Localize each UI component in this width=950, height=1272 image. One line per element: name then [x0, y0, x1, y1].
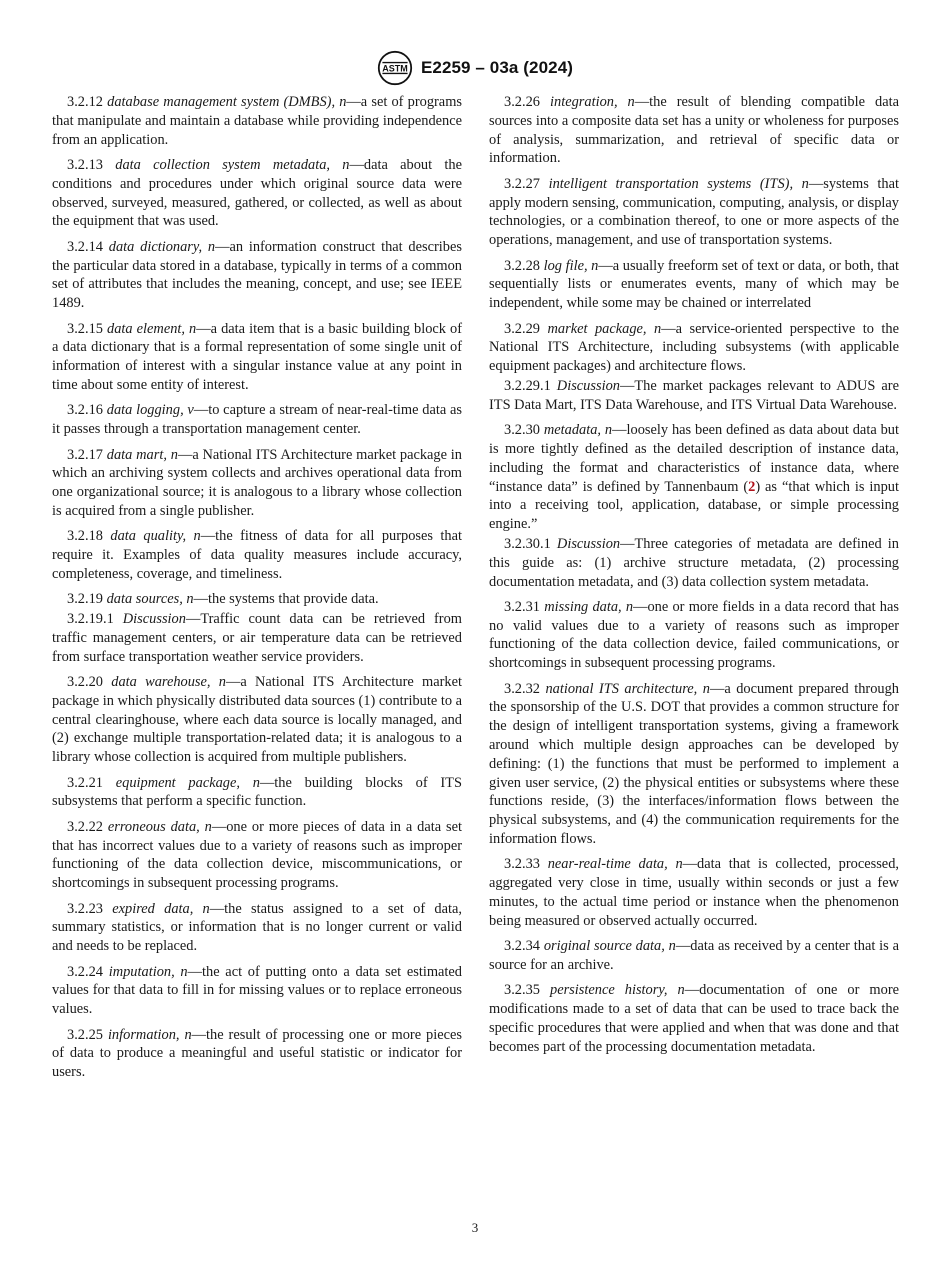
- definition-3-2-28: 3.2.28 log file, n—a usually freeform set of text or data, or both, that sequentially lists or enumerates events, many of which may be independent, while some may be chained or interrelated: [489, 257, 899, 312]
- definition-3-2-17: 3.2.17 data mart, n—a National ITS Architecture market package in which an archiving system collects and archives operational data from one organizational source; it is analogous to a library whose collection is acquired from a single publisher.: [52, 446, 462, 519]
- definition-3-2-23: 3.2.23 expired data, n—the status assigned to a set of data, summary statistics, or information that is no longer current or valid and needs to be replaced.: [52, 900, 462, 955]
- definition-3-2-13: 3.2.13 data collection system metadata, n—data about the conditions and procedures under which original source data were observed, surveyed, measured, gathered, or collected, as well as about the equipment that was used.: [52, 156, 462, 230]
- definition-3-2-29: 3.2.29 market package, n—a service-oriented perspective to the National ITS Architecture, including subsystems (with applicable equipment packages) and architecture flows.: [489, 320, 899, 375]
- definition-3-2-16: 3.2.16 data logging, v—to capture a stream of near-real-time data as it passes through a transportation management center.: [52, 402, 462, 438]
- discussion-3-2-30-1: 3.2.30.1 Discussion—Three categories of metadata are defined in this guide as: (1) archive structure metadata, (2) processing documentation metadata, and (3) data collection system metadata.: [489, 535, 899, 590]
- definition-3-2-18: 3.2.18 data quality, n—the fitness of data for all purposes that require it. Examples of data quality measures include accuracy, completeness, coverage, and timeliness.: [52, 528, 462, 582]
- discussion-3-2-29-1: 3.2.29.1 Discussion—The market packages relevant to ADUS are ITS Data Mart, ITS Data Warehouse, and ITS Virtual Data Warehouse.: [489, 377, 899, 413]
- definition-3-2-21: 3.2.21 equipment package, n—the building blocks of ITS subsystems that perform a specific function.: [52, 774, 462, 810]
- definition-3-2-19: 3.2.19 data sources, n—the systems that provide data.: [67, 591, 379, 608]
- definition-3-2-27: 3.2.27 intelligent transportation systems (ITS), n—systems that apply modern sensing, communication, computing, analysis, or display technologies, or a combination thereof, to one or more aspects of the operations, management, and use of transportation systems.: [489, 175, 899, 249]
- definition-3-2-20: 3.2.20 data warehouse, n—a National ITS Architecture market package in which physically distributed data sources (1) contribute to a central clearinghouse, where each data source is locally managed, and (2) exchange multiple transportation-related data; it is analogous to a library whose collection is acquired from multiple publishers.: [52, 674, 463, 766]
- definition-3-2-34: 3.2.34 original source data, n—data as received by a center that is a source for an archive.: [489, 938, 899, 974]
- reference-link[interactable]: 2: [748, 478, 756, 495]
- standard-designation: E2259 – 03a (2024): [420, 58, 574, 77]
- definition-3-2-35: 3.2.35 persistence history, n—documentation of one or more modifications made to a set of data that can be used to trace back the specific procedures that were applied and when that was done and that becomes part of the processing documentation metadata.: [489, 982, 900, 1055]
- definition-3-2-24: 3.2.24 imputation, n—the act of putting onto a data set estimated values for that data to fill in for missing values or to replace erroneous values.: [52, 963, 462, 1018]
- definition-3-2-31: 3.2.31 missing data, n—one or more fields in a data record that has no valid values due to a variety of reasons such as improper functioning of the data collection device, failed communications, or shortcomings in subsequent processing programs.: [489, 598, 899, 672]
- definition-3-2-15: 3.2.15 data element, n—a data item that is a basic building block of a data dictionary that is a formal representation of some single unit of information of interest with a singular instance value at any point in time about some entity of interest.: [52, 320, 462, 393]
- definition-3-2-30: 3.2.30 metadata, n—loosely has been defined as data about data but is more tightly defined as the detailed description of instance data, including the format and characteristics of instance data, where “instance data” is defined by Tannenbaum (2) as “that which is input into a receiving tool, application, database, or simple processing engine.”: [489, 422, 899, 533]
- definition-3-2-32: 3.2.32 national ITS architecture, n—a document prepared through the sponsorship of the U.S. DOT that provides a common structure for the design of intelligent transportation systems, giving a framework around which multiple design approaches can be developed by defining: (1) the functions that must be performed to implement a given user service, (2) the physical entities or subsystems where these functions reside, (3) the interfaces/information flows between the physical subsystems, and (4) the communication requirements for the information flows.: [489, 680, 899, 848]
- left-column: [52, 93, 462, 1089]
- definition-3-2-26: 3.2.26 integration, n—the result of blending compatible data sources into a composite data set has a unity or wholeness for purposes of analysis, summarization, and retrieval of specific data or information.: [489, 94, 899, 167]
- definition-3-2-22: 3.2.22 erroneous data, n—one or more pieces of data in a data set that has incorrect values due to a variety of reasons such as improper functioning of the data collection device, miscommunications, or shortcomings in subsequent processing programs.: [52, 818, 462, 892]
- page-header: [0, 50, 950, 86]
- definition-3-2-33: 3.2.33 near-real-time data, n—data that is collected, processed, aggregated very close in time, usually within seconds or just a few minutes, to the actual time period or instance when the phenomenon being measured or observed actually occurred.: [489, 856, 899, 929]
- astm-logo-icon: [377, 50, 413, 86]
- page-number: 3: [471, 1220, 479, 1235]
- definition-3-2-12: 3.2.12 database management system (DMBS), n—a set of programs that manipulate and maintain a database while providing independence from an application.: [52, 94, 462, 148]
- right-column: [489, 93, 899, 1063]
- definition-3-2-25: 3.2.25 information, n—the result of processing one or more pieces of data to produce a meaningful and useful statistic or indicator for users.: [52, 1026, 462, 1081]
- discussion-3-2-19-1: 3.2.19.1 Discussion—Traffic count data can be retrieved from traffic management centers, or air temperature data can be retrieved from surface transportation weather service providers.: [52, 611, 462, 665]
- definition-3-2-14: 3.2.14 data dictionary, n—an information construct that describes the particular data stored in a database, typically in terms of a common set of attributes that includes the meaning, concept, and use; see IEEE 1489.: [52, 238, 462, 312]
- logo-text: ASTM: [382, 63, 408, 74]
